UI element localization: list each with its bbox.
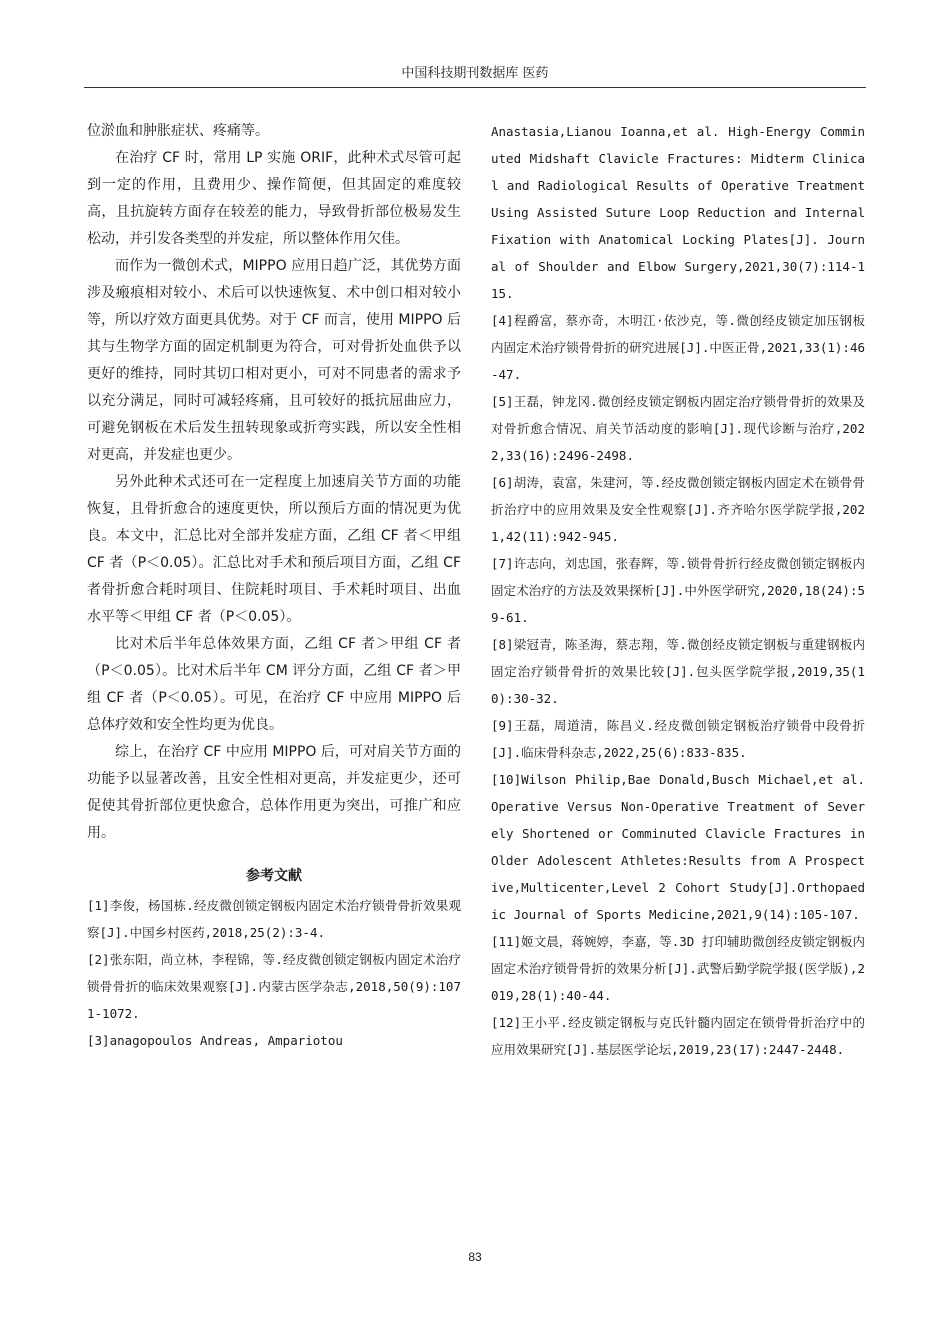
reference-item: [4]程爵富，蔡亦奇，木明江·依沙克，等.微创经皮锁定加压钢板内固定术治疗锁骨骨折的研究进展[J].中医正骨,2021,33(1):46-47. <box>491 313 865 382</box>
reference-item: [7]许志向，刘忠国，张春辉，等.锁骨骨折行经皮微创锁定钢板内固定术治疗的方法及效果探析[J].中外医学研究,2020,18(24):59-61. <box>491 556 865 625</box>
reference-item: [1]李俊，杨国栋.经皮微创锁定钢板内固定术治疗锁骨骨折效果观察[J].中国乡村医药,2018,25(2):3-4. <box>87 898 461 940</box>
running-header: 中国科技期刊数据库 医药 <box>84 62 866 88</box>
references-heading: 参考文献 <box>246 868 302 884</box>
body-paragraph: 位淤血和肿胀症状、疼痛等。 <box>87 123 269 139</box>
page-number: 83 <box>468 1250 482 1264</box>
body-paragraph: 另外此种术式还可在一定程度上加速肩关节方面的功能恢复，且骨折愈合的速度更快，所以预后方面的情况更为优良。本文中，汇总比对全部并发症方面，乙组 CF 者＜甲组 CF 者（P＜0.05）。汇总比对手术和预后项目方面，乙组 CF 者骨折愈合耗时项目、住院耗时项目、手术耗时项目、出血水平等＜甲组 CF 者（P＜0.05）。 <box>87 474 461 625</box>
body-paragraph: 而作为一微创术式，MIPPO 应用日趋广泛，其优势方面涉及瘢痕相对较小、术后可以快速恢复、术中创口相对较小等，所以疗效方面更具优势。对于 CF 而言，使用 MIPPO 后其与生物学方面的固定机制更为符合，可对骨折处血供予以更好的维持，同时其切口相对更小，可对不同患者的需求予以充分满足，同时可减轻疼痛，且可较好的抵抗屈曲应力，可避免钢板在术后发生扭转现象或折弯实践，所以安全性相对更高，并发症也更少。 <box>87 258 461 463</box>
body-paragraph: 在治疗 CF 时，常用 LP 实施 ORIF，此种术式尽管可起到一定的作用，且费用少、操作简便，但其固定的难度较高，且抗旋转方面存在较差的能力，导致骨折部位极易发生松动，并引发各类型的并发症，所以整体作用欠佳。 <box>87 150 461 247</box>
body-paragraph: 比对术后半年总体效果方面，乙组 CF 者＞甲组 CF 者（P＜0.05）。比对术后半年 CM 评分方面，乙组 CF 者＞甲组 CF 者（P＜0.05）。可见，在治疗 CF 中应用 MIPPO 后总体疗效和安全性均更为优良。 <box>87 636 461 733</box>
reference-item: [5]王磊，钟龙冈.微创经皮锁定钢板内固定治疗锁骨骨折的效果及对骨折愈合情况、肩关节活动度的影响[J].现代诊断与治疗,2022,33(16):2496-2498. <box>491 394 865 463</box>
body-paragraph: 综上，在治疗 CF 中应用 MIPPO 后，可对肩关节方面的功能予以显著改善，且安全性相对更高，并发症更少，还可促使其骨折部位更快愈合，总体作用更为突出，可推广和应用。 <box>87 744 461 841</box>
left-column <box>87 118 461 1054</box>
reference-item: [8]梁冠青，陈圣海，蔡志翔，等.微创经皮锁定钢板与重建钢板内固定治疗锁骨骨折的效果比较[J].包头医学院学报,2019,35(10):30-32. <box>491 637 865 706</box>
reference-item: [12]王小平.经皮锁定钢板与克氏针髓内固定在锁骨骨折治疗中的应用效果研究[J].基层医学论坛,2019,23(17):2447-2448. <box>491 1015 865 1057</box>
reference-item: [6]胡涛，袁富，朱建河，等.经皮微创锁定钢板内固定术在锁骨骨折治疗中的应用效果及安全性观察[J].齐齐哈尔医学院学报,2021,42(11):942-945. <box>491 475 865 544</box>
reference-item: [11]姬文晨，蒋婉婷，李嘉，等.3D 打印辅助微创经皮锁定钢板内固定术治疗锁骨骨折的效果分析[J].武警后勤学院学报(医学版),2019,28(1):40-44. <box>491 934 865 1003</box>
reference-item: [2]张东阳，尚立林，李程锦，等.经皮微创锁定钢板内固定术治疗锁骨骨折的临床效果观察[J].内蒙古医学杂志,2018,50(9):1071-1072. <box>87 952 461 1021</box>
reference-item: Anastasia,Lianou Ioanna,et al. High-Energy Comminuted Midshaft Clavicle Fractures: Midterm Clinical and Radiological Results of Operative Treatment Using Assisted Suture Loop Reduction and Internal Fixation with Anatomical Locking Plates[J]. Journal of Shoulder and Elbow Surgery,2021,30(7):114-115. <box>491 124 865 301</box>
reference-item: [10]Wilson Philip,Bae Donald,Busch Michael,et al.Operative Versus Non-Operative Treatment of Severely Shortened or Comminuted Clavicle Fractures in Older Adolescent Athletes:Results from A Prospective,Multicenter,Level 2 Cohort Study[J].Orthopaedic Journal of Sports Medicine,2021,9(14):105-107. <box>491 772 865 922</box>
reference-item: [3]anagopoulos Andreas, Ampariotou <box>87 1033 343 1048</box>
reference-item: [9]王磊，周道清，陈昌义.经皮微创锁定钢板治疗锁骨中段骨折[J].临床骨科杂志,2022,25(6):833-835. <box>491 718 865 760</box>
right-column <box>491 118 865 1063</box>
